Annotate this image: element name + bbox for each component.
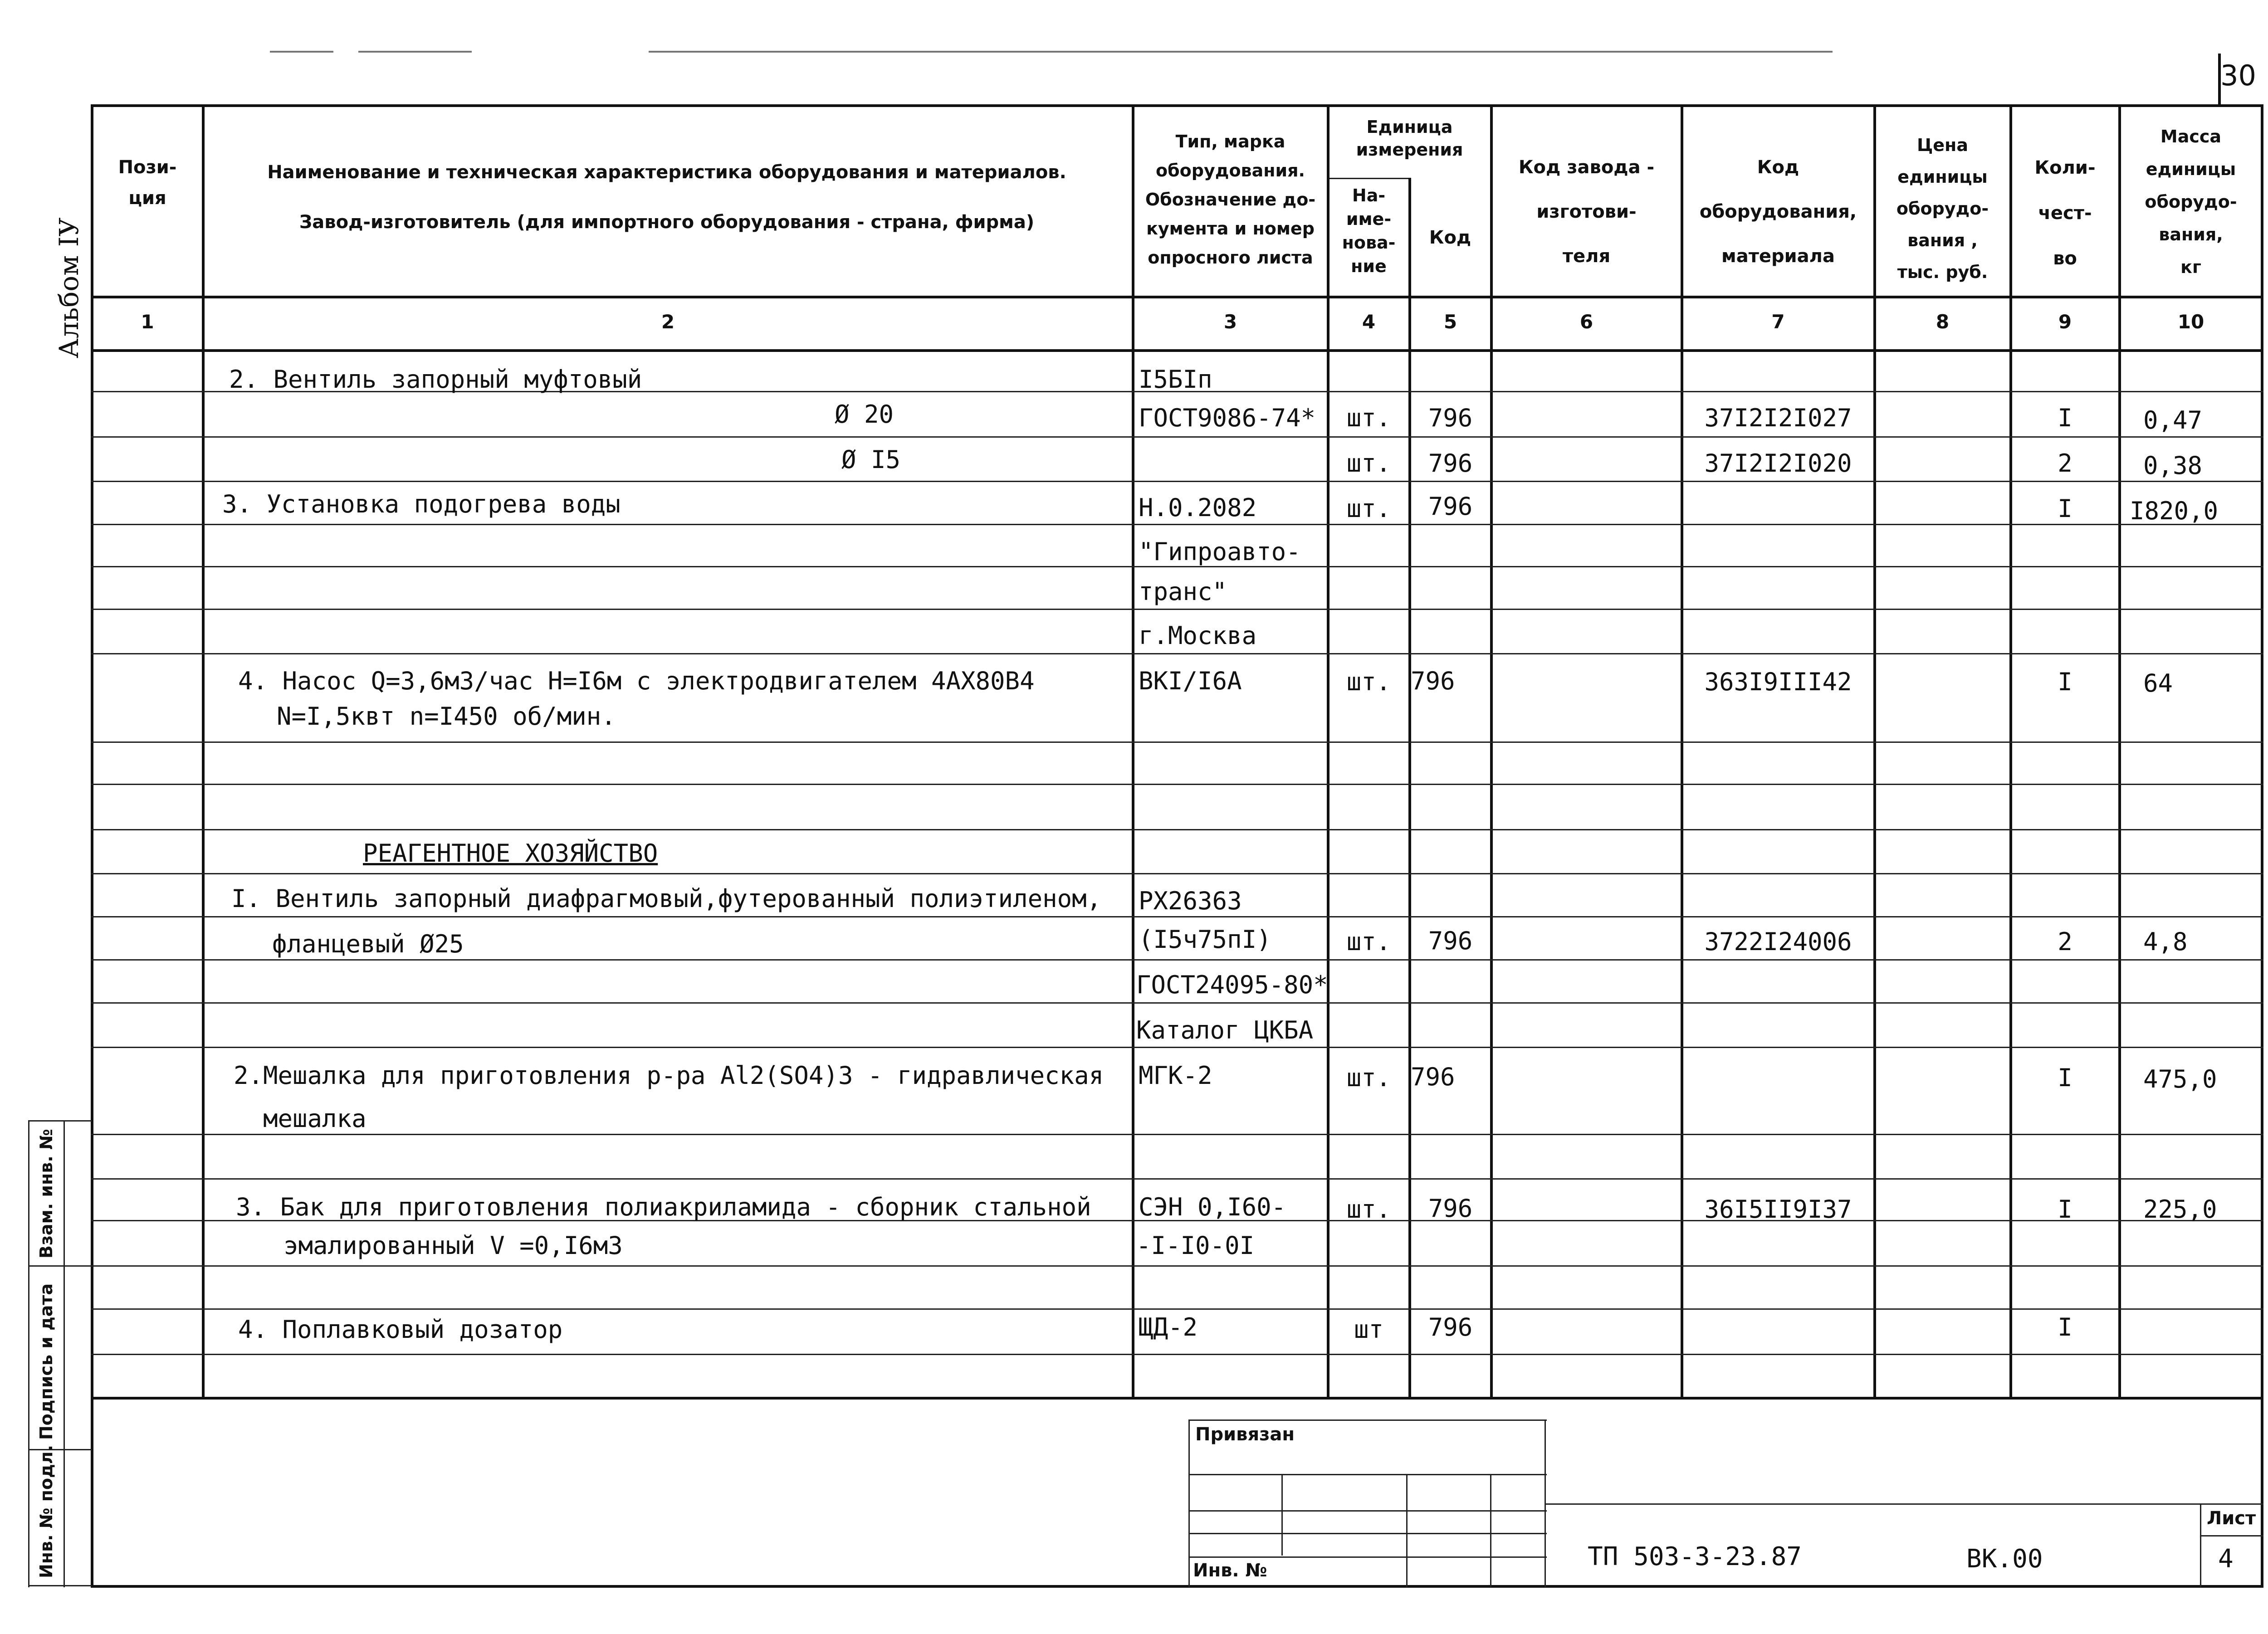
- row-qty: I: [2058, 1195, 2072, 1224]
- row-name: мешалка: [263, 1104, 367, 1133]
- row-qty: I: [2058, 1313, 2072, 1341]
- row-qty: 2: [2058, 449, 2072, 478]
- row-code: 796: [1411, 1063, 1455, 1091]
- row-mass: 0,38: [2143, 451, 2203, 480]
- row-unit: шт.: [1346, 668, 1391, 696]
- row-name: фланцевый Ø25: [272, 930, 464, 958]
- header-name: Наименование и техническая характеристика оборудования и материалов. Завод-изготовитель (для импортного оборудования - страна, фирма): [267, 162, 1066, 233]
- row-qty: I: [2058, 668, 2072, 696]
- header-unit-group: Единица измерения: [1356, 117, 1463, 160]
- row-mass: I820,0: [2130, 497, 2219, 525]
- header-factory-code: Код завода - изготови- теля: [1518, 157, 1655, 267]
- header-quantity: Коли- чест- во: [2034, 157, 2096, 269]
- row-name: Ø I5: [841, 445, 901, 474]
- row-code: 796: [1428, 927, 1473, 955]
- row-code: 796: [1428, 1194, 1473, 1223]
- col-number: 8: [1936, 311, 1950, 333]
- row-code: 796: [1411, 667, 1455, 695]
- row-unit: шт.: [1346, 1063, 1391, 1092]
- row-equipment-code: 36I5II9I37: [1704, 1195, 1852, 1224]
- row-type: I5БIп: [1139, 365, 1212, 394]
- row-code: 796: [1428, 404, 1473, 432]
- row-qty: I: [2058, 494, 2072, 523]
- col-number: 3: [1223, 311, 1237, 333]
- stamp-inv-no: Инв. №: [1193, 1560, 1267, 1581]
- stamp-signature-date: Подпись и дата: [36, 1283, 56, 1440]
- row-unit: шт.: [1346, 404, 1391, 432]
- row-code: 796: [1428, 449, 1473, 478]
- row-code: 796: [1428, 492, 1473, 521]
- row-type: "Гипроавто-: [1139, 537, 1301, 566]
- col-number: 7: [1771, 311, 1785, 333]
- row-type: ГОСТ24095-80*: [1136, 971, 1328, 999]
- col-number: 6: [1579, 311, 1593, 333]
- row-name: 3. Бак для приготовления полиакриламида - сборник стальной: [236, 1193, 1091, 1221]
- row-equipment-code: 3722I24006: [1704, 927, 1852, 956]
- section-heading: РЕАГЕНТНОЕ ХОЗЯЙСТВО: [363, 839, 658, 868]
- col-number: 9: [2058, 311, 2072, 333]
- row-type: МГК-2: [1139, 1061, 1212, 1090]
- row-unit: шт.: [1346, 494, 1391, 523]
- row-type: (I5ч75пI): [1139, 925, 1271, 954]
- row-unit: шт: [1354, 1315, 1384, 1344]
- row-equipment-code: 363I9III42: [1704, 668, 1852, 696]
- row-qty: 2: [2058, 927, 2072, 956]
- row-name: 2.Мешалка для приготовления р-ра Al2(SO4)3 - гидравлическая: [234, 1061, 1104, 1090]
- row-name: 4. Поплавковый дозатор: [238, 1315, 563, 1344]
- row-type: Н.0.2082: [1139, 493, 1257, 522]
- row-code: 796: [1428, 1313, 1473, 1341]
- col-number: 2: [661, 311, 675, 333]
- col-number: 1: [141, 311, 154, 333]
- col-number: 5: [1443, 311, 1457, 333]
- row-name: 4. Насос Q=3,6м3/час H=I6м с электродвигателем 4АХ80В4: [238, 667, 1035, 695]
- row-unit: шт.: [1346, 927, 1391, 956]
- header-unit-code: Код: [1429, 227, 1471, 248]
- row-type: СЭН 0,I60-: [1139, 1193, 1286, 1221]
- row-type: ГОСТ9086-74*: [1139, 404, 1316, 432]
- row-mass: 64: [2143, 669, 2173, 697]
- row-name: N=I,5квт n=I450 об/мин.: [277, 702, 616, 731]
- row-mass: 475,0: [2143, 1065, 2217, 1093]
- row-mass: 4,8: [2143, 927, 2188, 956]
- col-number: 4: [1362, 311, 1376, 333]
- header-position: Пози- ция: [118, 157, 177, 209]
- document-code: ТП 503-3-23.87: [1588, 1542, 1802, 1571]
- stamp-attached: Привязан: [1195, 1424, 1295, 1445]
- row-type: ВКI/I6А: [1139, 667, 1242, 695]
- row-qty: I: [2058, 404, 2072, 432]
- header-mass: Масса единицы оборудо- вания, кг: [2145, 127, 2237, 277]
- row-type: ЩД-2: [1139, 1313, 1198, 1341]
- row-unit: шт.: [1346, 1195, 1391, 1224]
- row-equipment-code: 37I2I2I027: [1704, 404, 1852, 432]
- row-name: I. Вентиль запорный диафрагмовый,футерованный полиэтиленом,: [231, 884, 1102, 913]
- album-label: Альбом IУ: [54, 217, 84, 358]
- row-mass: 0,47: [2143, 406, 2203, 434]
- sheet-number: 4: [2218, 1544, 2234, 1574]
- row-type: транс": [1139, 577, 1227, 606]
- header-equipment-code: Код оборудования, материала: [1699, 157, 1857, 267]
- row-type: РХ26363: [1139, 887, 1242, 915]
- row-name: эмалированный V =0,I6м3: [284, 1231, 623, 1260]
- row-type: -I-I0-0I: [1136, 1231, 1255, 1260]
- corner-sheet-number: 30: [2220, 59, 2256, 92]
- row-mass: 225,0: [2143, 1195, 2217, 1224]
- stamp-inv-original: Инв. № подл.: [36, 1444, 56, 1578]
- row-qty: I: [2058, 1063, 2072, 1092]
- row-type: Каталог ЦКБА: [1136, 1016, 1314, 1044]
- row-type: г.Москва: [1139, 621, 1257, 650]
- header-price: Цена единицы оборудо- вания , тыс. руб.: [1896, 135, 1989, 282]
- row-equipment-code: 37I2I2I020: [1704, 449, 1852, 478]
- header-unit-name: На- име- нова- ние: [1342, 185, 1396, 276]
- sheet-label: Лист: [2207, 1508, 2256, 1529]
- row-name: 2. Вентиль запорный муфтовый: [229, 365, 642, 394]
- row-name: Ø 20: [835, 400, 894, 429]
- stamp-replace-inv: Взам. инв. №: [36, 1129, 56, 1258]
- header-type: Тип, марка оборудования. Обозначение до- кумента и номер опросного листа: [1145, 132, 1316, 268]
- row-unit: шт.: [1346, 449, 1391, 478]
- row-name: 3. Установка подогрева воды: [222, 490, 621, 518]
- col-number: 10: [2177, 311, 2204, 333]
- document-mark: ВК.00: [1966, 1544, 2043, 1574]
